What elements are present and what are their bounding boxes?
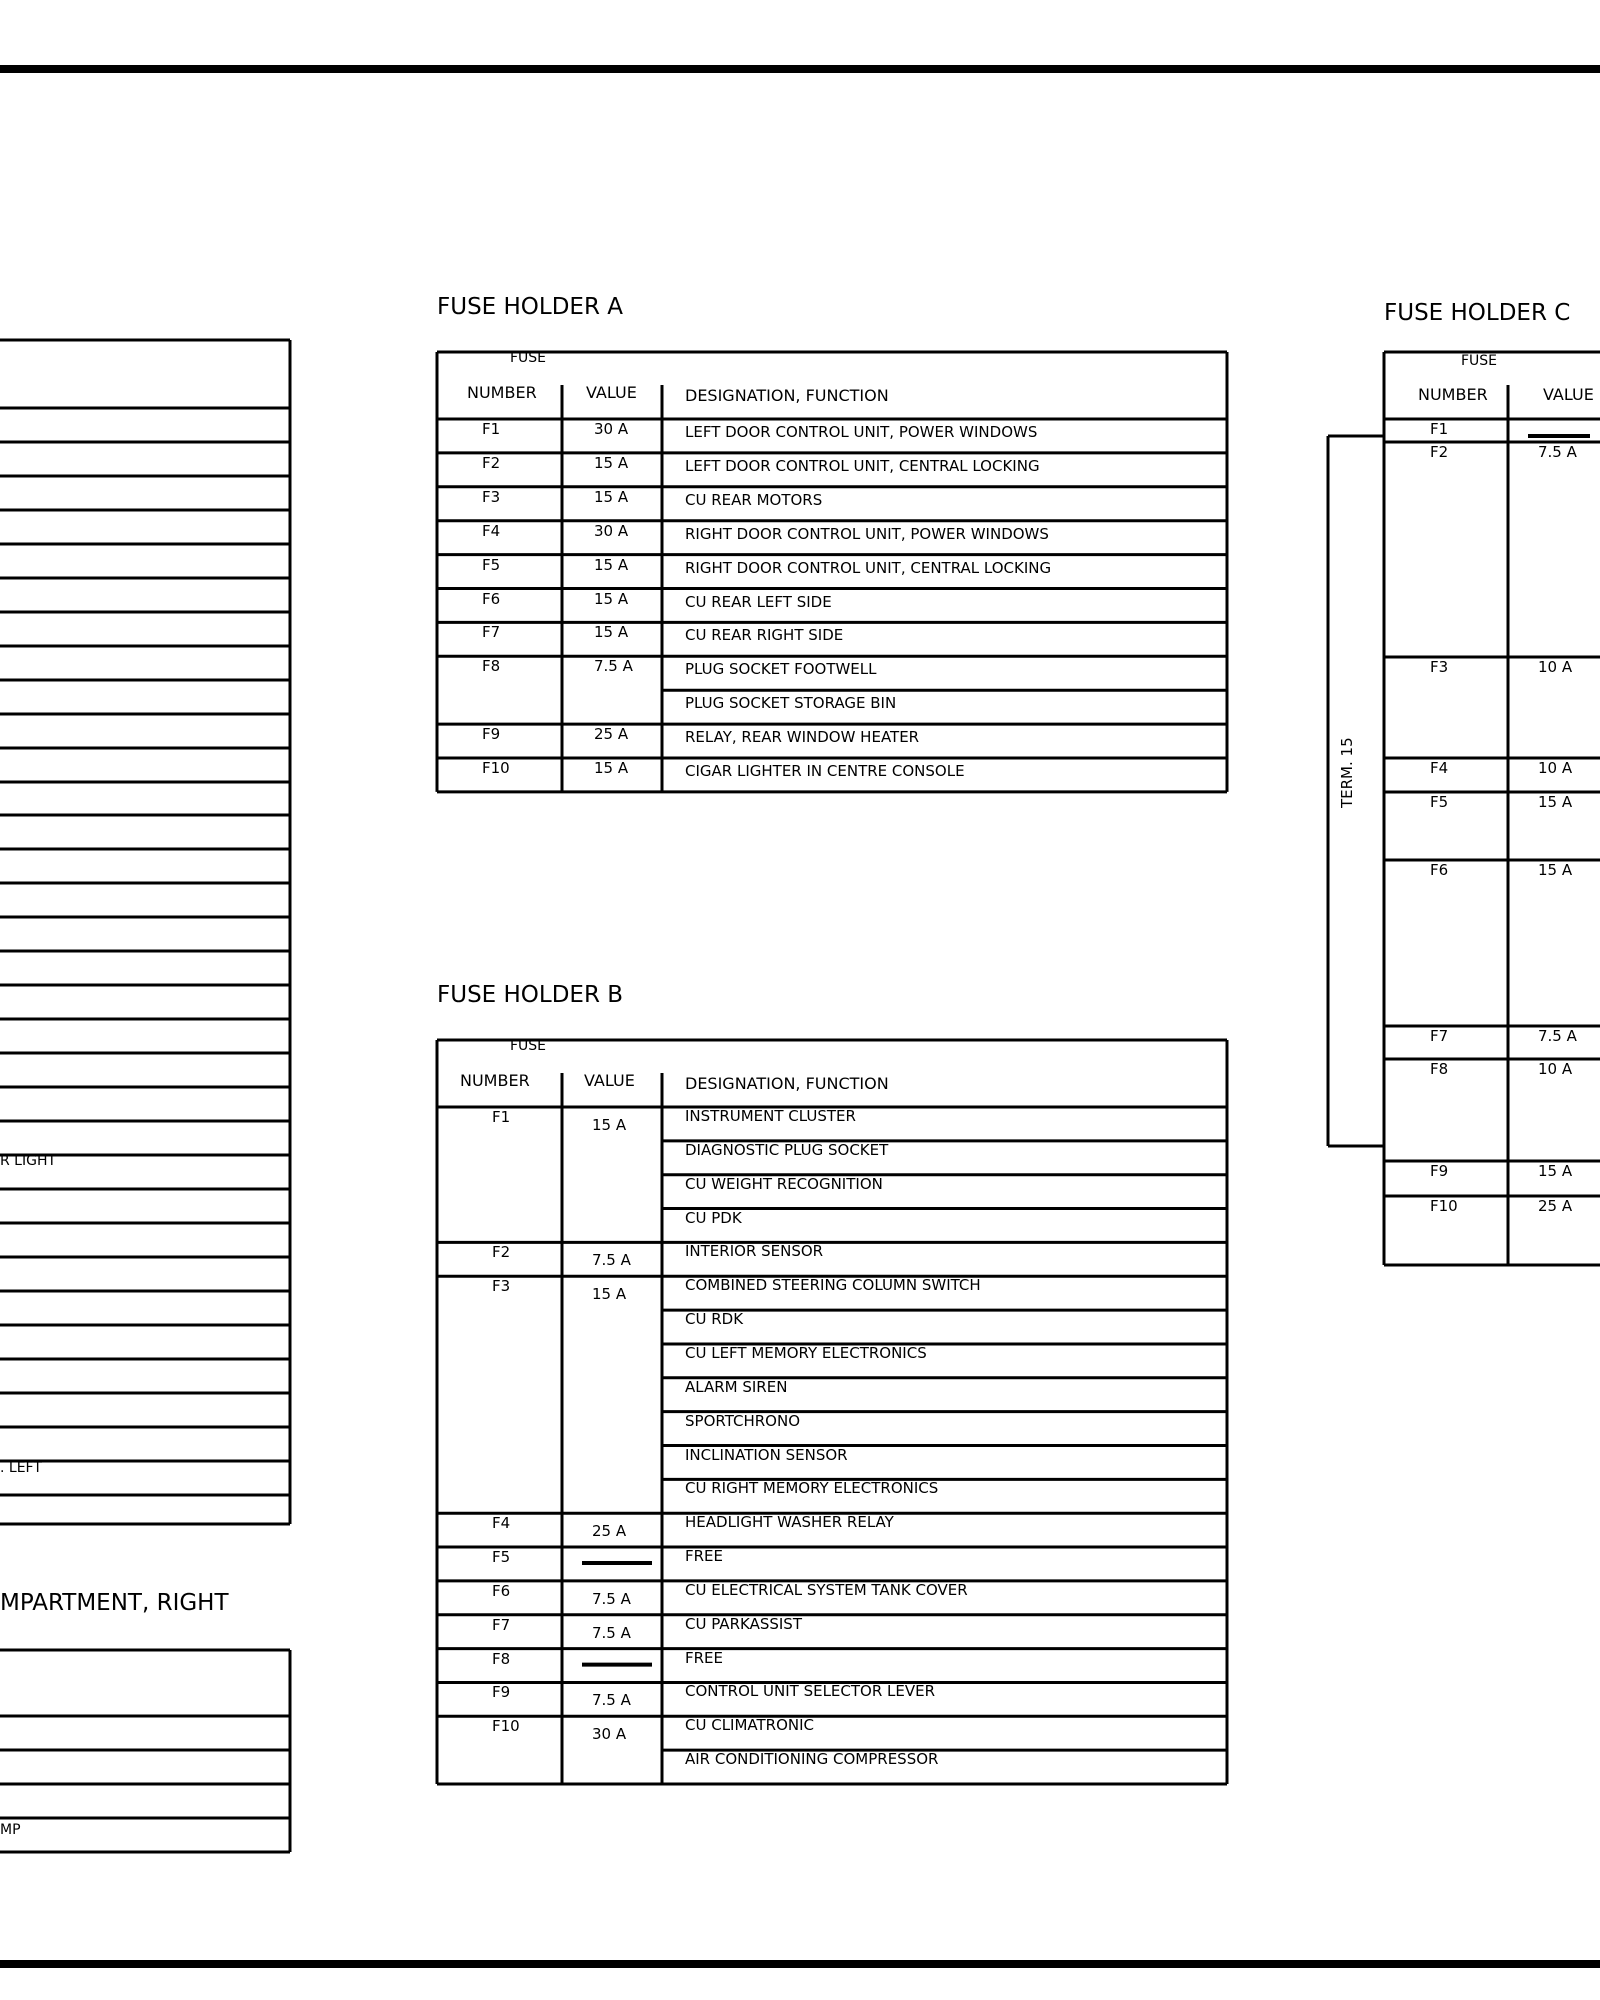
fuse-function: CU REAR LEFT SIDE (685, 592, 832, 611)
fuse-number: F8 (492, 1649, 511, 1668)
fuse-function: PLUG SOCKET STORAGE BIN (685, 694, 897, 713)
fuse-holder-a-value-header: VALUE (586, 383, 637, 402)
fuse-holder-b-fuse-header: FUSE (510, 1038, 547, 1054)
fuse-function: CONTROL UNIT SELECTOR LEVER (685, 1682, 936, 1701)
fuse-holder-b-designation-header: DESIGNATION, FUNCTION (685, 1074, 889, 1093)
fuse-number: F2 (1430, 443, 1449, 461)
fuse-function: INTERIOR SENSOR (685, 1242, 824, 1261)
fuse-number: F6 (492, 1581, 511, 1600)
left-compartment-heading: MPARTMENT, RIGHT (0, 1590, 229, 1616)
fuse-number: F2 (482, 453, 501, 472)
fuse-value: 10 A (1538, 658, 1573, 676)
fuse-number: F9 (1430, 1162, 1449, 1180)
fuse-value: 15 A (594, 589, 629, 608)
fuse-holder-a-title: FUSE HOLDER A (437, 294, 623, 320)
fuse-number: F8 (482, 657, 501, 676)
fuse-value: 7.5 A (592, 1251, 631, 1270)
fuse-holder-a-designation-header: DESIGNATION, FUNCTION (685, 386, 889, 405)
fuse-function: CU WEIGHT RECOGNITION (685, 1174, 883, 1193)
fuse-number: F6 (1430, 861, 1449, 879)
fuse-value: 25 A (1538, 1197, 1573, 1215)
fuse-holder-b-title: FUSE HOLDER B (437, 982, 624, 1008)
fuse-number: F1 (482, 420, 501, 438)
fuse-function: ALARM SIREN (685, 1377, 788, 1396)
fuse-number: F4 (1430, 759, 1449, 777)
fuse-function: SPORTCHRONO (685, 1411, 800, 1430)
fuse-function: CU RIGHT MEMORY ELECTRONICS (685, 1479, 939, 1498)
fuse-value: 7.5 A (1538, 1027, 1577, 1045)
fuse-function: RIGHT DOOR CONTROL UNIT, CENTRAL LOCKING (685, 558, 1052, 577)
fuse-value: 30 A (592, 1725, 627, 1744)
fuse-value: 15 A (592, 1285, 627, 1304)
fuse-value: 7.5 A (592, 1691, 631, 1710)
fuse-value: 25 A (592, 1522, 627, 1541)
fuse-function: CU RDK (685, 1310, 744, 1329)
fuse-holder-c-fuse-header: FUSE (1461, 353, 1498, 369)
fuse-function: CU REAR RIGHT SIDE (685, 626, 844, 645)
fuse-value: 15 A (1538, 1162, 1573, 1180)
fuse-number: F7 (1430, 1027, 1449, 1045)
fuse-number: F3 (492, 1277, 511, 1296)
fuse-function: CU REAR MOTORS (685, 490, 823, 509)
fuse-function: RIGHT DOOR CONTROL UNIT, POWER WINDOWS (685, 524, 1049, 543)
fuse-function: AIR CONDITIONING COMPRESSOR (685, 1750, 939, 1769)
fuse-holder-a-fuse-header: FUSE (510, 350, 547, 366)
terminal-15-label: TERM. 15 (1338, 737, 1356, 808)
fuse-function: FREE (685, 1648, 724, 1667)
fuse-number: F5 (492, 1548, 511, 1567)
fuse-holder-b-number-header: NUMBER (460, 1071, 530, 1090)
fuse-number: F3 (1430, 658, 1449, 676)
fuse-number: F4 (492, 1514, 511, 1533)
fuse-value: 7.5 A (592, 1623, 631, 1642)
fuse-number: F7 (492, 1615, 511, 1634)
fuse-value: 30 A (594, 521, 629, 540)
fuse-number: F9 (492, 1683, 511, 1702)
fuse-function: PLUG SOCKET FOOTWELL (685, 660, 877, 679)
fuse-number: F6 (482, 589, 501, 608)
fuse-value: 7.5 A (594, 657, 633, 676)
fuse-holder-c-number-header: NUMBER (1418, 385, 1488, 404)
fuse-number: F10 (1430, 1197, 1458, 1215)
fuse-function: HEADLIGHT WASHER RELAY (685, 1513, 894, 1532)
fuse-function: CU LEFT MEMORY ELECTRONICS (685, 1343, 927, 1362)
fuse-value: 30 A (594, 420, 629, 438)
fuse-number: F1 (1430, 420, 1449, 438)
fuse-value: 15 A (594, 487, 629, 506)
fuse-value: 7.5 A (592, 1589, 631, 1608)
fuse-value: 15 A (1538, 861, 1573, 879)
fuse-function: CU PDK (685, 1208, 742, 1227)
fuse-value: 10 A (1538, 1060, 1573, 1078)
fuse-value: 10 A (1538, 759, 1573, 777)
fuse-holder-c-value-header: VALUE (1543, 385, 1594, 404)
fuse-number: F8 (1430, 1060, 1449, 1078)
left-partial-label-2: . LEFT (0, 1460, 42, 1476)
fuse-value: 7.5 A (1538, 443, 1577, 461)
fuse-number: F4 (482, 521, 501, 540)
fuse-number: F3 (482, 487, 501, 506)
fuse-number: F5 (482, 555, 501, 574)
fuse-function: INSTRUMENT CLUSTER (685, 1107, 856, 1125)
fuse-value: 15 A (594, 453, 629, 472)
fuse-function: CU CLIMATRONIC (685, 1716, 815, 1735)
fuse-function: CIGAR LIGHTER IN CENTRE CONSOLE (685, 762, 965, 780)
fuse-number: F10 (492, 1717, 520, 1736)
fuse-function: CU ELECTRICAL SYSTEM TANK COVER (685, 1580, 968, 1599)
fuse-number: F5 (1430, 793, 1449, 811)
fuse-holder-b-value-header: VALUE (584, 1071, 635, 1090)
fuse-function: RELAY, REAR WINDOW HEATER (685, 728, 920, 747)
fuse-function: LEFT DOOR CONTROL UNIT, CENTRAL LOCKING (685, 456, 1040, 475)
fuse-function: CU PARKASSIST (685, 1614, 802, 1633)
fuse-number: F10 (482, 759, 510, 777)
fuse-value: 15 A (594, 555, 629, 574)
left-partial-label-3: MP (0, 1822, 21, 1838)
fuse-value: 15 A (594, 759, 629, 777)
fuse-value: 15 A (592, 1116, 627, 1134)
fuse-number: F9 (482, 725, 501, 744)
fuse-number: F1 (492, 1108, 511, 1126)
left-partial-label-1: R LIGHT (0, 1153, 57, 1169)
fuse-function: FREE (685, 1547, 724, 1566)
fuse-function: DIAGNOSTIC PLUG SOCKET (685, 1140, 889, 1159)
fuse-value: 25 A (594, 725, 629, 744)
fuse-function: INCLINATION SENSOR (685, 1445, 848, 1464)
fuse-number: F7 (482, 623, 501, 642)
fuse-value: 15 A (594, 623, 629, 642)
fuse-number: F2 (492, 1243, 511, 1262)
fuse-function: COMBINED STEERING COLUMN SWITCH (685, 1276, 981, 1295)
fuse-holder-a-number-header: NUMBER (467, 383, 537, 402)
fuse-value: 15 A (1538, 793, 1573, 811)
fuse-holder-c-title: FUSE HOLDER C (1384, 300, 1571, 326)
fuse-function: LEFT DOOR CONTROL UNIT, POWER WINDOWS (685, 423, 1038, 441)
